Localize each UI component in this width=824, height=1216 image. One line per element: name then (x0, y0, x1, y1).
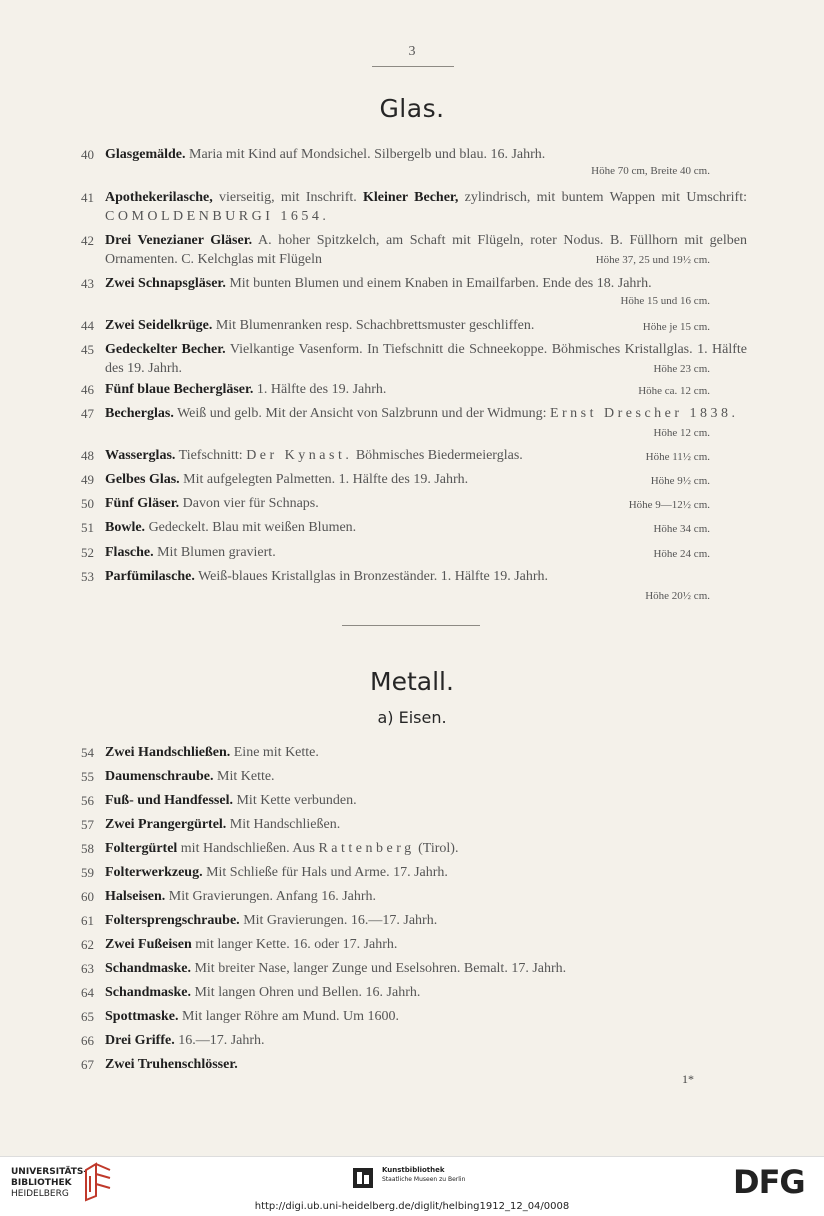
entry-description: Mit langen Ohren und Bellen. 16. Jahrh. (190, 985, 421, 1000)
entry-text (105, 959, 747, 978)
entry-description: mit Handschließen. Aus (177, 841, 319, 856)
entry-description: Mit Handschließen. (226, 817, 341, 832)
entry-number: 44 (81, 318, 94, 333)
entry-title: Schandmaske. (105, 985, 191, 1000)
ub-line-2: BIBLIOTHEK (11, 1178, 72, 1188)
entry-number: 50 (81, 496, 94, 511)
entry-description: Mit Schließe für Hals und Arme. 17. Jahrh. (202, 865, 448, 880)
entry-number: 48 (81, 448, 94, 463)
entry-title: Daumenschraube. (105, 769, 214, 784)
entry-text (105, 188, 747, 226)
entry-description: Tiefschnitt: (175, 448, 247, 463)
entry-measure: Höhe 9—12½ cm. (628, 499, 710, 511)
entry-number: 45 (81, 342, 94, 357)
entry-measure: Höhe 9½ cm. (650, 475, 710, 487)
entry-inscription: COMOLDENBURGI 1654. (105, 209, 330, 224)
entry-number: 55 (81, 769, 94, 784)
entry-description: 16.—17. Jahrh. (174, 1033, 265, 1048)
entry-description: Mit Gravierungen. Anfang 16. Jahrh. (165, 889, 377, 904)
entry-text (105, 446, 605, 465)
entry-title: Glasgemälde. (105, 147, 186, 162)
entry-number: 56 (81, 793, 94, 808)
entry-title: Foltersprengschraube. (105, 913, 240, 928)
entry-description: Mit aufgelegten Palmetten. 1. Hälfte des 19. Jahrh. (179, 472, 469, 487)
entry-description: vierseitig, mit Inschrift. (212, 190, 364, 205)
entry-title: Zwei Handschließen. (105, 745, 231, 760)
permalink-url[interactable]: http://digi.ub.uni-heidelberg.de/diglit/helbing1912_12_04/0008 (254, 1201, 570, 1212)
entry-description: Mit Kette. (213, 769, 275, 784)
entry-number: 46 (81, 382, 94, 397)
entry-title: Schandmaske. (105, 961, 191, 976)
entry-text (105, 380, 585, 399)
entry-description: Mit Kette verbunden. (232, 793, 357, 808)
entry-text (105, 518, 585, 537)
entry-description: Mit langer Röhre am Mund. Um 1600. (178, 1009, 399, 1024)
entry-title: Halseisen. (105, 889, 166, 904)
entry-measure: Höhe 24 cm. (653, 548, 710, 560)
entry-measure: Höhe 12 cm. (653, 427, 710, 439)
entry-number: 64 (81, 985, 94, 1000)
entry-number: 63 (81, 961, 94, 976)
entry-description: Mit Blumen graviert. (153, 545, 276, 560)
entry-number: 41 (81, 190, 94, 205)
entry-title: Zwei Seidelkrüge. (105, 318, 213, 333)
entry-number: 61 (81, 913, 94, 928)
entry-number: 51 (81, 520, 94, 535)
entry-number: 40 (81, 147, 94, 162)
entry-description: Mit breiter Nase, langer Zunge und Eselsohren. Bemalt. 17. Jahrh. (190, 961, 567, 976)
entry-title: Fünf Gläser. (105, 496, 180, 511)
entry-description: 1. Hälfte des 19. Jahrh. (253, 382, 387, 397)
entry-description: Weiß und gelb. Mit der Ansicht von Salzbrunn und der Widmung: (173, 406, 550, 421)
entry-description: Gedeckelt. Blau mit weißen Blumen. (145, 520, 357, 535)
entry-title: Drei Venezianer Gläser. (105, 233, 253, 248)
subsection-heading-eisen: a) Eisen. (377, 708, 447, 727)
entry-number: 53 (81, 569, 94, 584)
entry-title: Gelbes Glas. (105, 472, 180, 487)
entry-title: Zwei Schnapsgläser. (105, 276, 226, 291)
entry-description: Vielkantige Vasenform. In Tiefschnitt die Schneekoppe. Böhmisches Kristallglas. 1. Hälfte des 19. Jahrh. (105, 342, 747, 376)
entry-number: 60 (81, 889, 94, 904)
kunstbibliothek-icon (352, 1167, 374, 1189)
page-number-rule (372, 66, 454, 67)
entry-measure: Höhe 23 cm. (653, 363, 710, 375)
ub-line-3: HEIDELBERG (11, 1189, 69, 1199)
entry-title: Wasserglas. (105, 448, 176, 463)
entry-number: 42 (81, 233, 94, 248)
entry-measure: Höhe 20½ cm. (645, 590, 710, 602)
entry-text (105, 839, 747, 858)
entry-title: Fuß- und Handfessel. (105, 793, 233, 808)
entry-measure: Höhe 70 cm, Breite 40 cm. (591, 165, 710, 177)
entry-title: Parfümilasche. (105, 569, 195, 584)
entry-title: Gedeckelter Becher. (105, 342, 226, 357)
entry-text (105, 743, 747, 762)
entry-description-continued: Böhmisches Biedermeierglas. (352, 448, 523, 463)
entry-measure: Höhe je 15 cm. (642, 321, 710, 333)
entry-description-continued: zylindrisch, mit buntem Wappen mit Umschrift: (458, 190, 747, 205)
entry-text (105, 863, 747, 882)
ub-line-1: UNIVERSITÄTS- (11, 1167, 88, 1177)
entry-number: 49 (81, 472, 94, 487)
entry-description: Mit bunten Blumen und einem Knaben in Emailfarben. Ende des 18. Jahrh. (225, 276, 652, 291)
entry-title: Spottmaske. (105, 1009, 179, 1024)
entry-title: Bowle. (105, 520, 146, 535)
kunstbibliothek-subtitle: Staatliche Museen zu Berlin (382, 1176, 466, 1183)
entry-text (105, 887, 747, 906)
entry-text (105, 767, 747, 786)
entry-text (105, 911, 747, 930)
entry-title: Apothekerilasche, (105, 190, 213, 205)
entry-title: Flasche. (105, 545, 154, 560)
entry-text (105, 1055, 747, 1074)
entry-text (105, 1031, 747, 1050)
entry-number: 43 (81, 276, 94, 291)
entry-number: 65 (81, 1009, 94, 1024)
entry-subject: Der Kynast. (246, 448, 353, 463)
entry-measure: Höhe 37, 25 und 19½ cm. (595, 254, 710, 266)
ub-heidelberg-wordmark[interactable] (11, 1167, 87, 1200)
entry-description: mit langer Kette. 16. oder 17. Jahrh. (191, 937, 398, 952)
entry-text (105, 1007, 747, 1026)
entry-text (105, 470, 585, 489)
entry-description: Weiß-blaues Kristallglas in Bronzeständer. 1. Hälfte 19. Jahrh. (194, 569, 549, 584)
entry-measure: Höhe ca. 12 cm. (638, 385, 710, 397)
entry-dedication: Ernst Drescher 1838. (549, 406, 739, 421)
entry-title: Drei Griffe. (105, 1033, 175, 1048)
entry-text (105, 983, 747, 1002)
page-number: 3 (408, 44, 416, 59)
entry-description: A. hoher Spitzkelch, am Schaft mit Flügeln, roter Nodus. B. Füllhorn mit gelben Ornamenten. C. Kelchglas mit Flügeln (105, 233, 747, 267)
entry-description-continued: (Tirol). (414, 841, 459, 856)
entry-title-secondary: Kleiner Becher, (363, 190, 459, 205)
section-heading-glas: Glas. (379, 94, 445, 123)
viewer-footer (0, 1156, 824, 1216)
entry-number: 47 (81, 406, 94, 421)
section-divider (342, 625, 480, 626)
entry-number: 57 (81, 817, 94, 832)
entry-measure: Höhe 11½ cm. (645, 451, 710, 463)
entry-number: 67 (81, 1057, 94, 1072)
entry-description: Maria mit Kind auf Mondsichel. Silbergelb und blau. 16. Jahrh. (185, 147, 546, 162)
entry-title: Fünf blaue Bechergläser. (105, 382, 254, 397)
entry-description: Eine mit Kette. (230, 745, 319, 760)
entry-text (105, 543, 585, 562)
entry-title: Becherglas. (105, 406, 174, 421)
entry-text (105, 815, 747, 834)
entry-text (105, 316, 605, 335)
entry-title: Zwei Prangergürtel. (105, 817, 227, 832)
entry-number: 62 (81, 937, 94, 952)
entry-text (105, 791, 747, 810)
entry-description: Davon vier für Schnaps. (179, 496, 319, 511)
entry-measure: Höhe 15 und 16 cm. (620, 295, 710, 307)
entry-number: 58 (81, 841, 94, 856)
entry-number: 52 (81, 545, 94, 560)
ub-heidelberg-logo-icon[interactable] (82, 1162, 114, 1202)
entry-place: Rattenberg (318, 841, 415, 856)
entry-number: 59 (81, 865, 94, 880)
kunstbibliothek-name: Kunstbibliothek (382, 1166, 445, 1174)
entry-measure: Höhe 34 cm. (653, 523, 710, 535)
entry-title: Folterwerkzeug. (105, 865, 203, 880)
entry-title: Zwei Fußeisen (105, 937, 192, 952)
entry-text (105, 274, 747, 293)
entry-number: 54 (81, 745, 94, 760)
section-heading-metall: Metall. (370, 667, 454, 696)
entry-description: Mit Gravierungen. 16.—17. Jahrh. (239, 913, 438, 928)
entry-title: Zwei Truhenschlösser. (105, 1057, 238, 1072)
entry-description: Mit Blumenranken resp. Schachbrettsmuster geschliffen. (212, 318, 535, 333)
entry-number: 66 (81, 1033, 94, 1048)
entry-title: Foltergürtel (105, 841, 178, 856)
entry-text (105, 340, 747, 378)
entry-text (105, 567, 747, 586)
printer-signature: 1* (682, 1072, 694, 1086)
entry-text (105, 935, 747, 954)
entry-text (105, 494, 585, 513)
entry-text (105, 404, 747, 423)
dfg-logo[interactable]: DFG (733, 1163, 805, 1201)
